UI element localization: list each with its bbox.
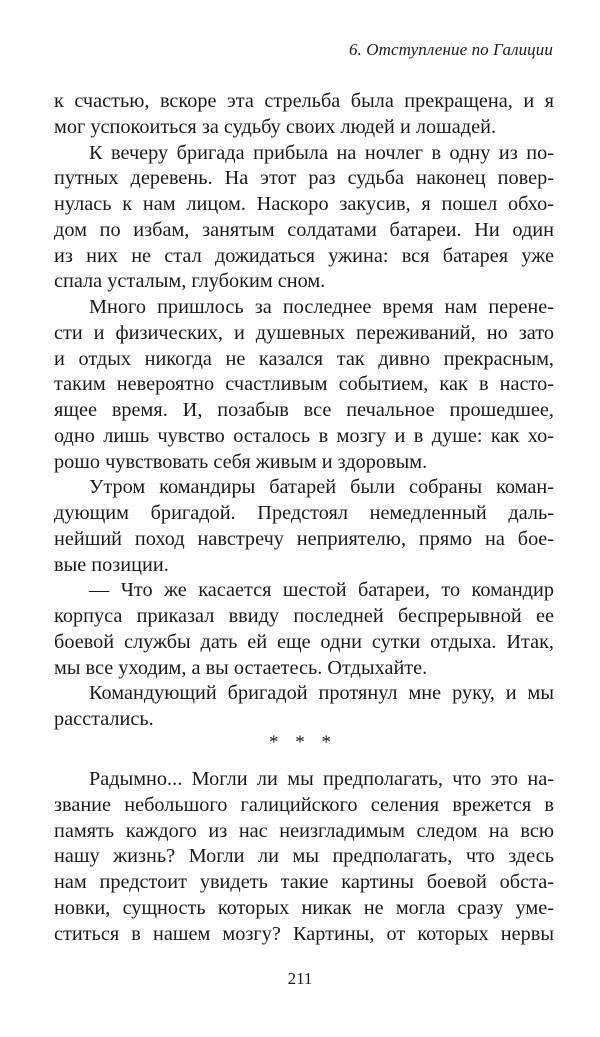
text-line: сти и физических, и душевных переживаний, но зато [54, 321, 554, 344]
text-line: Утром командиры батарей были собраны коман- [89, 476, 554, 499]
text-line: дующим бригадой. Предстоял немедленный даль- [54, 502, 554, 524]
text-line: и отдых никогда не казался так дивно прекрасным, [54, 347, 554, 370]
text-line: расстались. [54, 708, 154, 730]
text-line: ящее время. И, позабыв все печальное прошедшее, [54, 399, 554, 421]
text-line: нулась к нам лицом. Наскоро закусив, я пошел обхо- [54, 193, 554, 215]
text-line: — Что же касается шестой батареи, то командир [89, 579, 554, 602]
text-line: Радымно... Могли ли мы предполагать, что это на- [89, 768, 554, 790]
text-line: таким невероятно счастливым событием, как в насто- [54, 373, 554, 396]
text-line: нейший поход навстречу неприятелю, прямо на боe- [54, 527, 554, 550]
paragraph [54, 295, 554, 475]
paragraph [54, 681, 554, 733]
section-separator: * * * [269, 732, 337, 753]
text-line: Много пришлось за последнее время нам перене- [89, 296, 554, 318]
text-line: память каждого из нас неизгладимым следом на всю [54, 819, 554, 842]
page-number: 211 [287, 969, 313, 988]
paragraph [54, 89, 554, 141]
text-line: вые позиции. [54, 553, 169, 576]
text-line: ститься в нашем мозгу? Картины, от которых нервы [54, 922, 554, 945]
text-line: спала усталым, глубоким сном. [54, 270, 326, 293]
text-line: К вечеру бригада прибыла на ночлег в одну из по- [89, 141, 554, 164]
text-line: одно лишь чувство осталось в мозгу и в душе: как хо- [54, 424, 554, 447]
text-line: мы все уходим, а вы остаетесь. Отдыхайте. [54, 656, 428, 679]
text-line: звание небольшого галицийского селения врежется в [54, 793, 554, 816]
text-line: из них не стал дожидаться ужина: вся батарея уже [54, 244, 554, 267]
body-text-block-continued [54, 767, 554, 947]
running-header: 6. Отступление по Галиции [348, 40, 553, 59]
text-line: новки, сущность которых никак не могла сразу уме- [54, 896, 554, 919]
text-line: Командующий бригадой протянул мне руку, и мы [89, 682, 554, 705]
text-line: боевой службы дать ей еще одни сутки отдыха. Итак, [54, 630, 554, 653]
text-line: нашу жизнь? Могли ли мы предполагать, что здесь [54, 845, 554, 868]
paragraph [54, 578, 554, 681]
text-line: дом по избам, занятым солдатами батареи. Ни один [54, 218, 554, 241]
paragraph [54, 475, 554, 578]
text-line: к счастью, вскоре эта стрельба была прекращена, и я [54, 90, 554, 112]
paragraph [54, 141, 554, 296]
text-line: рошо чувствовать себя живым и здоровым. [54, 450, 428, 473]
text-line: мог успокоиться за судьбу своих людей и лошадей. [54, 115, 497, 138]
body-text-block [54, 89, 554, 733]
text-line: путных деревень. На этот раз судьба наконец повер- [54, 167, 554, 190]
text-line: корпуса приказал ввиду последней беспрерывной ее [54, 605, 554, 627]
paragraph [54, 767, 554, 947]
text-line: нам предстоит увидеть такие картины боевой обста- [54, 871, 554, 893]
